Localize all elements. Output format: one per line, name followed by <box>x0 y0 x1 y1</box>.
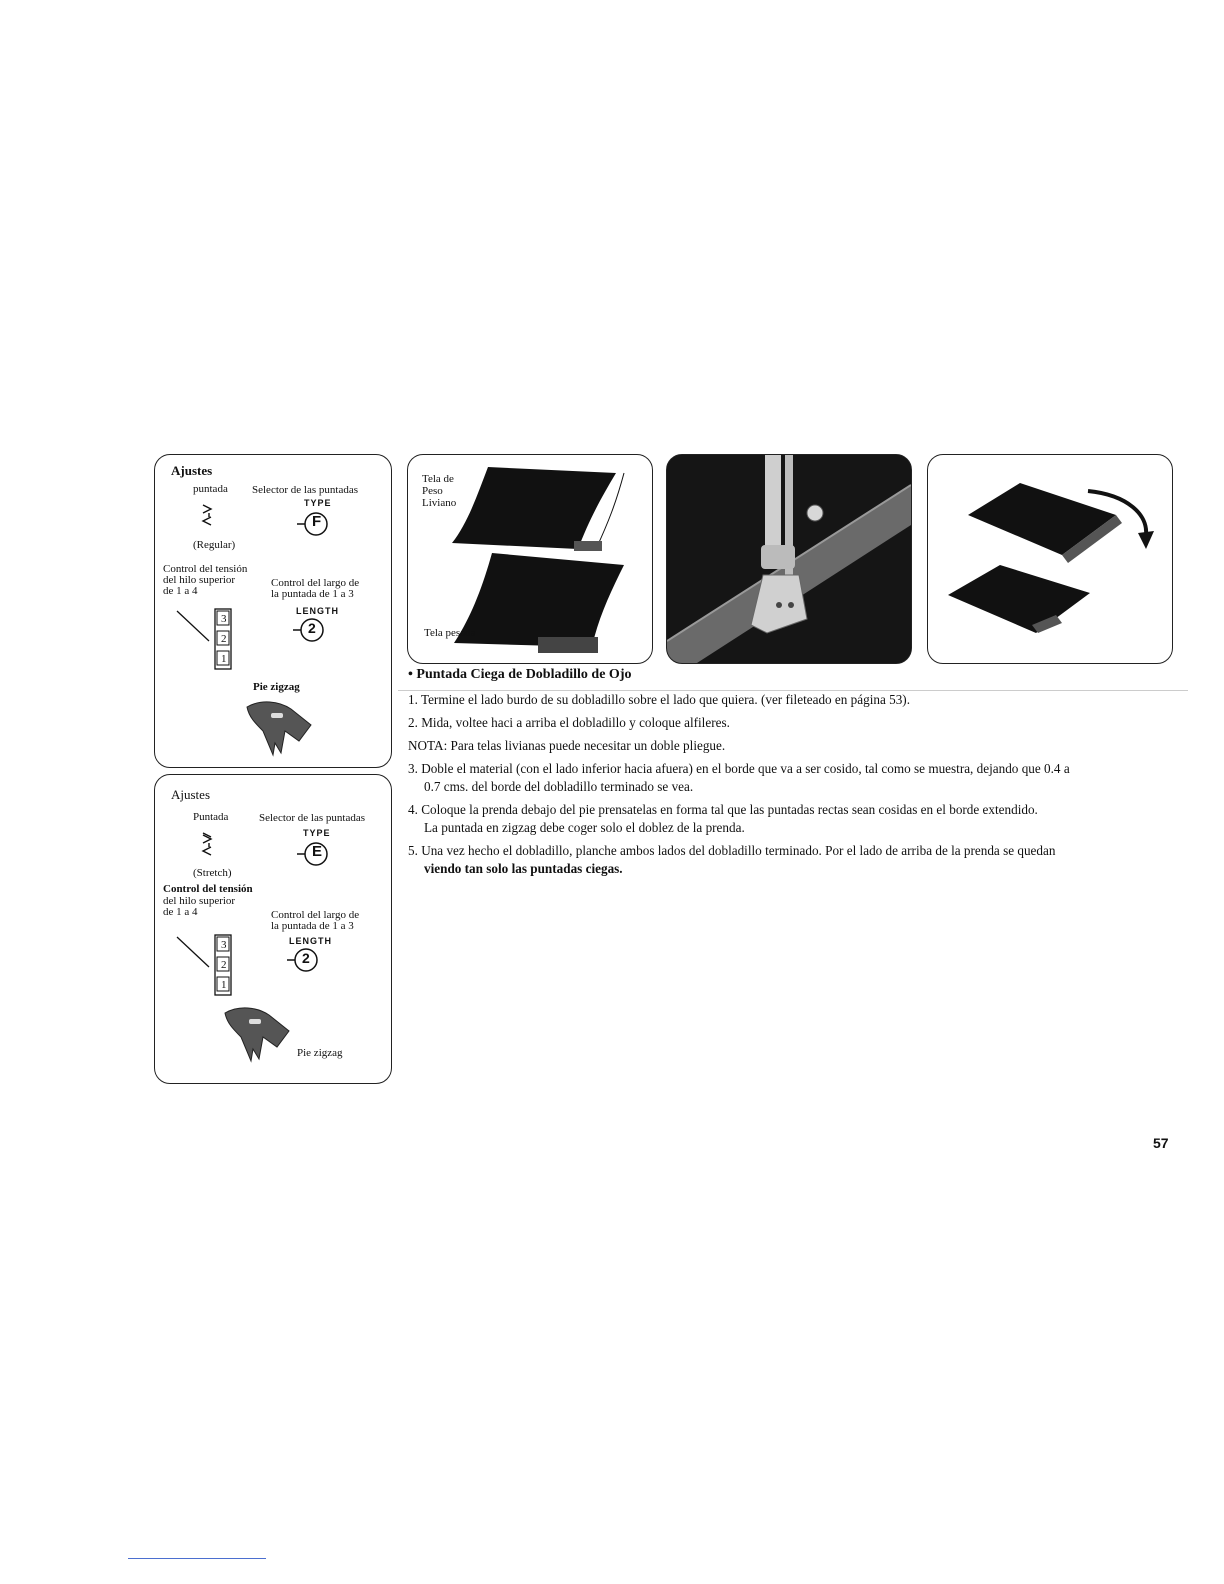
step-5: 5. Una vez hecho el dobladillo, planche ambos lados del dobladillo terminado. Por el lado de arriba de la prenda se quedan <box>408 843 1056 858</box>
length-word: LENGTH <box>289 936 332 946</box>
panel-heading: Ajustes <box>171 463 213 478</box>
dial-number-3: 3 <box>221 613 227 625</box>
dial-number-1: 1 <box>221 979 227 991</box>
length-label-2: la puntada de 1 a 3 <box>271 588 354 600</box>
dial-number-1: 1 <box>221 653 227 665</box>
fabric-weight-panel <box>407 454 653 664</box>
type-label: TYPE <box>304 498 332 508</box>
folding-illustration-panel <box>927 454 1173 664</box>
selector-label: Selector de las puntadas <box>252 484 358 496</box>
dial-number-3: 3 <box>221 939 227 951</box>
dial-number-2: 2 <box>221 959 227 971</box>
step-5-continued: viendo tan solo las puntadas ciegas. <box>424 861 623 876</box>
foot-label: Pie zigzag <box>297 1047 343 1059</box>
presser-foot-illustration <box>666 454 912 664</box>
light-fabric-label-3: Liviano <box>422 497 457 509</box>
length-value: 2 <box>308 620 317 636</box>
dial-number-2: 2 <box>221 633 227 645</box>
length-label-1: Control del largo de <box>271 909 360 921</box>
tension-label-1: Control del tensión <box>163 563 248 575</box>
tension-label-2: del hilo superior <box>163 574 236 586</box>
type-value: E <box>312 843 324 860</box>
length-word: LENGTH <box>296 606 339 616</box>
length-label-2: la puntada de 1 a 3 <box>271 920 354 932</box>
settings-panel-type-e <box>154 774 392 1084</box>
tension-label-3: de 1 a 4 <box>163 906 198 918</box>
settings-panel-type-f <box>154 454 392 768</box>
length-label-1: Control del largo de <box>271 577 360 589</box>
selector-label: Selector de las puntadas <box>259 812 365 824</box>
panel-heading: Ajustes <box>171 787 210 802</box>
zigzag-foot-icon <box>241 697 321 759</box>
bottom-rule <box>128 1558 266 1559</box>
stitch-name: (Stretch) <box>193 867 232 879</box>
step-4: 4. Coloque la prenda debajo del pie prensatelas en forma tal que las puntadas rectas sean cosidas en el borde extendido. <box>408 802 1038 817</box>
stitch-name: (Regular) <box>193 539 236 551</box>
step-2: 2. Mida, voltee haci a arriba el dobladillo y coloque alfileres. <box>408 715 730 730</box>
tension-label-2: del hilo superior <box>163 895 236 907</box>
light-fabric-label-2: Peso <box>422 485 443 497</box>
step-3-continued: 0.7 cms. del borde del dobladillo terminado se vea. <box>424 779 694 794</box>
type-label: TYPE <box>303 828 331 838</box>
tension-dial-icon <box>175 931 245 997</box>
heavy-fabric-label: Tela pesada <box>424 627 476 639</box>
blind-hem-stitch-icon <box>199 503 215 529</box>
step-3: 3. Doble el material (con el lado inferior hacia afuera) en el borde que va a ser cosido, tal como se muestra, dejando que 0.4 a <box>408 761 1070 776</box>
length-value: 2 <box>302 950 311 966</box>
tension-label-1: Control del tensión <box>163 883 253 895</box>
tension-dial-icon <box>175 605 245 671</box>
light-fabric-illustration <box>448 463 638 559</box>
fold-over-illustration <box>938 465 1164 655</box>
heavy-fabric-illustration <box>448 549 638 659</box>
sewing-foot-image <box>667 455 911 663</box>
step-4-continued: La puntada en zigzag debe coger solo el doblez de la prenda. <box>424 820 745 835</box>
foot-label: Pie zigzag <box>253 681 300 693</box>
light-fabric-label-1: Tela de <box>422 473 454 485</box>
page-number: 57 <box>1153 1135 1169 1151</box>
type-value: F <box>312 513 323 530</box>
stitch-label: Puntada <box>193 811 229 823</box>
step-1: 1. Termine el lado burdo de su dobladillo sobre el lado que quiera. (ver fileteado en página 53). <box>408 692 910 707</box>
section-title: • Puntada Ciega de Dobladillo de Ojo <box>408 667 632 682</box>
stitch-label: puntada <box>193 483 228 495</box>
stretch-blind-hem-stitch-icon <box>199 831 215 857</box>
zigzag-foot-icon <box>219 1003 299 1065</box>
tension-label-3: de 1 a 4 <box>163 585 198 597</box>
note: NOTA: Para telas livianas puede necesitar un doble pliegue. <box>408 738 726 753</box>
